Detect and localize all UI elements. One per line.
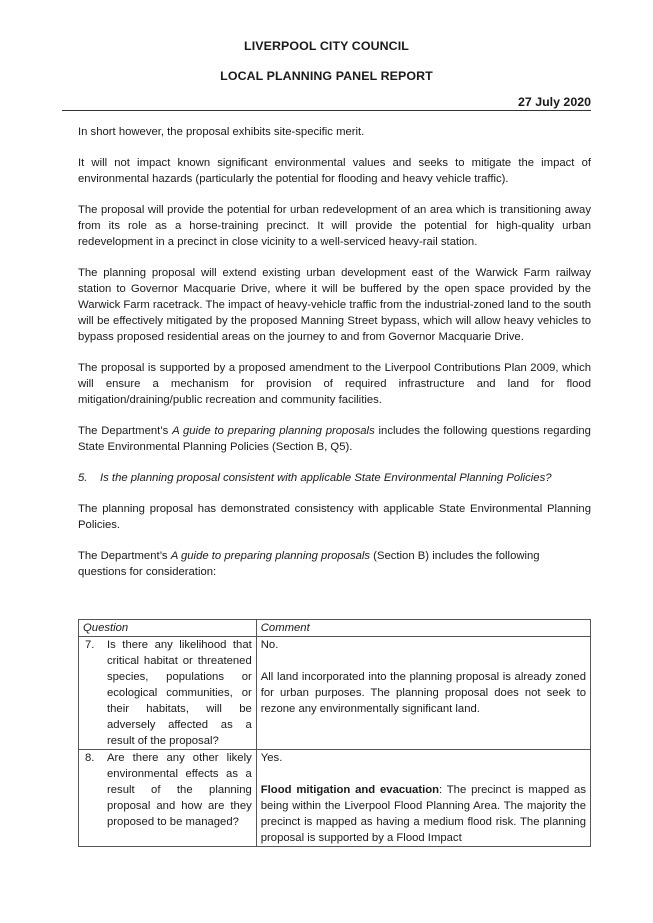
question-5-text: Is the planning proposal consistent with applicable State Environmental Planning Policies?: [100, 472, 552, 484]
table-header-row: [79, 620, 591, 637]
paragraph-environmental: It will not impact known significant environmental values and seeks to mitigate the impact of environmental hazards (particularly the potential for flooding and heavy vehicle traffic).: [78, 157, 591, 185]
question-number: 7.: [85, 639, 95, 651]
paragraph-redevelopment: The proposal will provide the potential for urban redevelopment of an area which is transitioning away from its role as a horse-training precinct. It will provide the potential for high-quality urban redevelopment in a precinct in close vicinity to a well-serviced heavy-rail station.: [78, 204, 591, 248]
header-question: Question: [79, 620, 257, 637]
guide-pre: The Department’s: [78, 425, 173, 437]
comment-cell: [256, 750, 590, 847]
guide2-post: (Section B) includes the following questions for consideration:: [78, 550, 540, 578]
header-rule: [62, 110, 591, 111]
questions-table: [78, 619, 591, 847]
question-cell: [79, 750, 257, 847]
guide-title: A guide to preparing planning proposals: [172, 425, 375, 437]
question-text: Is there any likelihood that critical habitat or threatened species, populations or ecological communities, or their habitats, will be adversely affected as a result of the proposal?: [107, 639, 252, 747]
paragraph-extension: The planning proposal will extend existing urban development east of the Warwick Farm railway station to Governor Macquarie Drive, where it will be buffered by the open space provided by the Warwick Farm racetrack. The impact of heavy-vehicle traffic from the industrial-zoned land to the south will be effectively mitigated by the proposed Manning Street bypass, which will allow heavy vehicles to bypass proposed residential areas on the journey to and from Governor Macquarie Drive.: [78, 267, 591, 343]
header-comment: Comment: [256, 620, 590, 637]
paragraph-guide-sepp: [78, 423, 591, 455]
council-name: LIVERPOOL CITY COUNCIL: [244, 39, 409, 53]
report-body: [78, 124, 591, 595]
paragraph-summary: In short however, the proposal exhibits site-specific merit.: [78, 126, 365, 138]
table-row: [79, 637, 591, 750]
report-date: 27 July 2020: [517, 95, 591, 109]
comment-answer: Yes.: [260, 752, 283, 764]
guide2-title: A guide to preparing planning proposals: [170, 550, 371, 562]
paragraph-consistency: The planning proposal has demonstrated consistency with applicable State Environmental Planning Policies.: [78, 503, 591, 531]
paragraph-guide-section-b: [78, 548, 591, 580]
table-row: [79, 750, 591, 847]
comment-answer: No.: [260, 639, 279, 651]
question-number: 8.: [85, 752, 95, 764]
guide-post: includes the following questions regarding State Environmental Planning Policies (Section B, Q5).: [78, 425, 591, 453]
comment-text: [261, 782, 586, 846]
question-cell: [79, 637, 257, 750]
comment-cell: [256, 637, 590, 750]
question-text: Are there any other likely environmental effects as a result of the planning proposal and how are they proposed to be managed?: [107, 752, 252, 828]
comment-body: : The precinct is mapped as being within the Liverpool Flood Planning Area. The majority the precinct is mapped as having a medium flood risk. The planning proposal is supported by a Flood Impact: [260, 784, 586, 844]
question-5-number: 5.: [78, 472, 88, 484]
guide2-pre: The Department’s: [78, 550, 171, 562]
question-5: [78, 470, 591, 486]
comment-lead: Flood mitigation and evacuation: [260, 784, 440, 796]
comment-text: All land incorporated into the planning proposal is already zoned for urban purposes. The planning proposal does not seek to rezone any environmentally significant land.: [260, 671, 586, 715]
report-title: LOCAL PLANNING PANEL REPORT: [220, 69, 433, 83]
paragraph-contributions: The proposal is supported by a proposed amendment to the Liverpool Contributions Plan 2009, which will ensure a mechanism for provision of required infrastructure and land for flood mitigation/draining/public recreation and community facilities.: [78, 362, 591, 406]
